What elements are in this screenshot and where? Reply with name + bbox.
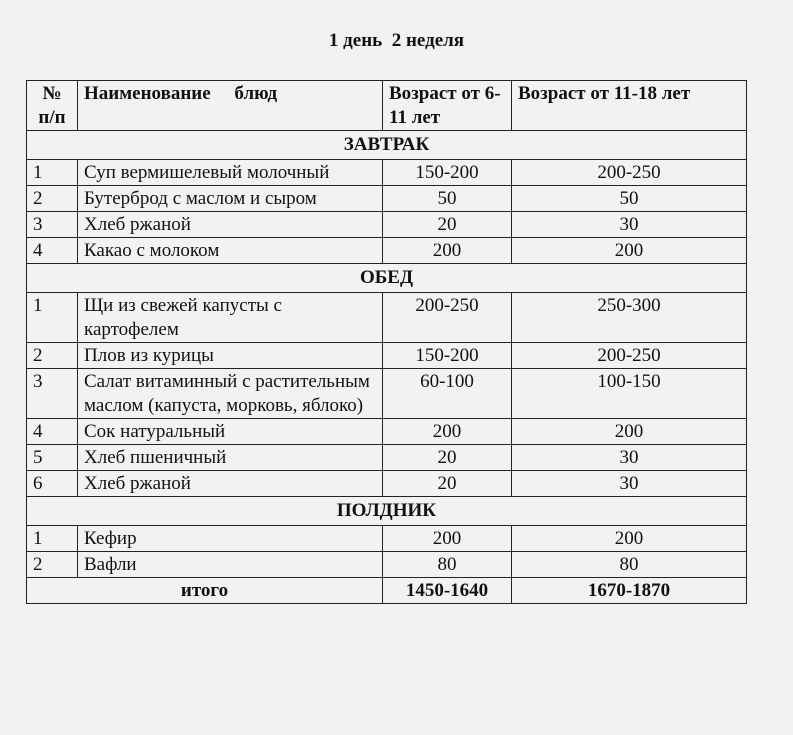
row-number: 2: [27, 552, 78, 578]
page-title: 1 день 2 неделя: [328, 30, 465, 51]
table-row: [27, 186, 747, 212]
row-number: 1: [27, 293, 78, 343]
section-header: [27, 497, 747, 526]
portion-11-18: 200-250: [512, 160, 747, 186]
portion-6-11: 20: [383, 212, 512, 238]
dish-name: Вафли: [78, 552, 383, 578]
portion-6-11: 60-100: [383, 369, 512, 419]
table-row: [27, 445, 747, 471]
total-label: итого: [27, 578, 383, 604]
section-title: ЗАВТРАК: [27, 131, 747, 160]
section-header: [27, 264, 747, 293]
row-number: 1: [27, 526, 78, 552]
table-row: [27, 238, 747, 264]
portion-11-18: 30: [512, 212, 747, 238]
row-number: 2: [27, 343, 78, 369]
portion-6-11: 150-200: [383, 160, 512, 186]
portion-11-18: 30: [512, 445, 747, 471]
dish-name: Бутерброд с маслом и сыром: [78, 186, 383, 212]
dish-name: Суп вермишелевый молочный: [78, 160, 383, 186]
portion-11-18: 200-250: [512, 343, 747, 369]
table-row: [27, 526, 747, 552]
section-header: [27, 131, 747, 160]
section-title: ОБЕД: [27, 264, 747, 293]
portion-6-11: 20: [383, 445, 512, 471]
row-number: 2: [27, 186, 78, 212]
dish-name: Хлеб пшеничный: [78, 445, 383, 471]
portion-6-11: 50: [383, 186, 512, 212]
header-num: № п/п: [27, 81, 78, 131]
table-row: [27, 160, 747, 186]
portion-6-11: 200: [383, 526, 512, 552]
row-number: 3: [27, 369, 78, 419]
portion-11-18: 30: [512, 471, 747, 497]
row-number: 3: [27, 212, 78, 238]
section-title: ПОЛДНИК: [27, 497, 747, 526]
header-age-6-11: Возраст от 6-11 лет: [383, 81, 512, 131]
dish-name: Салат витаминный с растительным маслом (капуста, морковь, яблоко): [78, 369, 383, 419]
table-row: [27, 369, 747, 419]
table-row: [27, 293, 747, 343]
menu-table: [26, 80, 747, 604]
table-row: [27, 212, 747, 238]
dish-name: Кефир: [78, 526, 383, 552]
row-number: 4: [27, 419, 78, 445]
portion-6-11: 200: [383, 238, 512, 264]
table-row: [27, 343, 747, 369]
table-row: [27, 552, 747, 578]
total-11-18: 1670-1870: [512, 578, 747, 604]
total-6-11: 1450-1640: [383, 578, 512, 604]
header-name: Наименование блюд: [78, 81, 383, 131]
row-number: 1: [27, 160, 78, 186]
dish-name: Хлеб ржаной: [78, 212, 383, 238]
row-number: 6: [27, 471, 78, 497]
portion-11-18: 100-150: [512, 369, 747, 419]
portion-11-18: 200: [512, 419, 747, 445]
header-row: [27, 81, 747, 131]
dish-name: Сок натуральный: [78, 419, 383, 445]
portion-11-18: 200: [512, 238, 747, 264]
dish-name: Хлеб ржаной: [78, 471, 383, 497]
dish-name: Плов из курицы: [78, 343, 383, 369]
row-number: 4: [27, 238, 78, 264]
dish-name: Щи из свежей капусты с картофелем: [78, 293, 383, 343]
portion-6-11: 200-250: [383, 293, 512, 343]
portion-6-11: 150-200: [383, 343, 512, 369]
portion-6-11: 200: [383, 419, 512, 445]
menu-body: [27, 131, 747, 604]
header-age-11-18: Возраст от 11-18 лет: [512, 81, 747, 131]
total-row: [27, 578, 747, 604]
portion-11-18: 250-300: [512, 293, 747, 343]
table-row: [27, 471, 747, 497]
dish-name: Какао с молоком: [78, 238, 383, 264]
portion-6-11: 20: [383, 471, 512, 497]
portion-6-11: 80: [383, 552, 512, 578]
table-row: [27, 419, 747, 445]
row-number: 5: [27, 445, 78, 471]
portion-11-18: 80: [512, 552, 747, 578]
portion-11-18: 200: [512, 526, 747, 552]
portion-11-18: 50: [512, 186, 747, 212]
